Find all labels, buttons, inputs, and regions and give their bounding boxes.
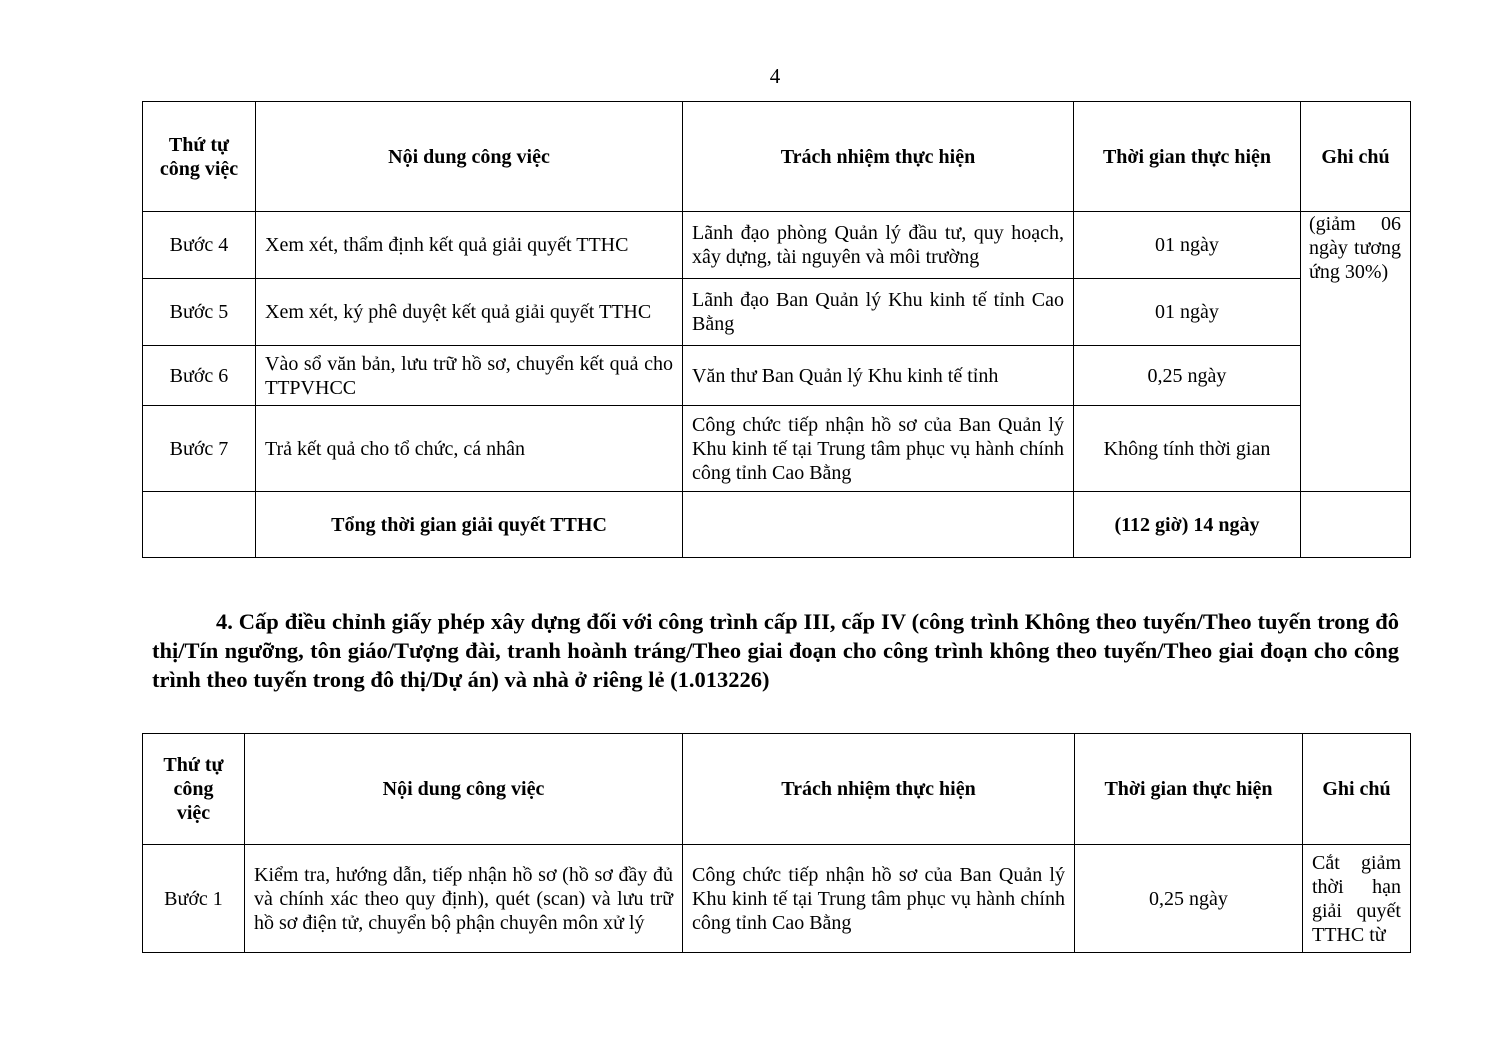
total-time: (112 giờ) 14 ngày bbox=[1074, 492, 1301, 558]
header-note: Ghi chú bbox=[1303, 734, 1411, 845]
table-header-row bbox=[143, 734, 1411, 845]
step-cell: Bước 7 bbox=[143, 406, 256, 492]
table-header-row bbox=[143, 102, 1411, 212]
header-responsibility: Trách nhiệm thực hiện bbox=[683, 102, 1074, 212]
header-content: Nội dung công việc bbox=[256, 102, 683, 212]
total-label: Tổng thời gian giải quyết TTHC bbox=[256, 492, 683, 558]
time-cell: 01 ngày bbox=[1074, 279, 1301, 346]
content-cell: Kiểm tra, hướng dẫn, tiếp nhận hồ sơ (hồ sơ đầy đủ và chính xác theo quy định), quét (scan) và lưu trữ hồ sơ điện tử, chuyển bộ phận chuyên môn xử lý bbox=[245, 845, 683, 953]
empty-cell bbox=[1301, 492, 1411, 558]
note-cell: Cắt giảm thời hạn giải quyết TTHC từ bbox=[1303, 845, 1411, 953]
time-cell: 01 ngày bbox=[1074, 212, 1301, 279]
note-cell bbox=[1301, 212, 1411, 492]
procedure-table-1 bbox=[142, 101, 1411, 558]
table-row bbox=[143, 212, 1411, 279]
step-cell: Bước 1 bbox=[143, 845, 245, 953]
content-cell: Xem xét, thẩm định kết quả giải quyết TTHC bbox=[256, 212, 683, 279]
total-row bbox=[143, 492, 1411, 558]
responsibility-cell: Công chức tiếp nhận hồ sơ của Ban Quản lý Khu kinh tế tại Trung tâm phục vụ hành chính công tỉnh Cao Bằng bbox=[683, 406, 1074, 492]
step-cell: Bước 5 bbox=[143, 279, 256, 346]
responsibility-cell: Công chức tiếp nhận hồ sơ của Ban Quản lý Khu kinh tế tại Trung tâm phục vụ hành chính công tỉnh Cao Bằng bbox=[683, 845, 1075, 953]
content-cell: Vào sổ văn bản, lưu trữ hồ sơ, chuyển kết quả cho TTPVHCC bbox=[256, 346, 683, 406]
procedure-table-2 bbox=[142, 733, 1411, 953]
table-row bbox=[143, 406, 1411, 492]
header-responsibility: Trách nhiệm thực hiện bbox=[683, 734, 1075, 845]
table-row bbox=[143, 279, 1411, 346]
header-note: Ghi chú bbox=[1301, 102, 1411, 212]
responsibility-cell: Lãnh đạo phòng Quản lý đầu tư, quy hoạch, xây dựng, tài nguyên và môi trường bbox=[683, 212, 1074, 279]
header-time: Thời gian thực hiện bbox=[1075, 734, 1303, 845]
time-cell: 0,25 ngày bbox=[1075, 845, 1303, 953]
empty-cell bbox=[143, 492, 256, 558]
empty-cell bbox=[683, 492, 1074, 558]
note-text: (giảm 06 ngày tương ứng 30%) bbox=[1309, 213, 1401, 283]
time-cell: 0,25 ngày bbox=[1074, 346, 1301, 406]
responsibility-cell: Văn thư Ban Quản lý Khu kinh tế tỉnh bbox=[683, 346, 1074, 406]
table-row bbox=[143, 346, 1411, 406]
step-cell: Bước 4 bbox=[143, 212, 256, 279]
header-content: Nội dung công việc bbox=[245, 734, 683, 845]
header-time: Thời gian thực hiện bbox=[1074, 102, 1301, 212]
page-number: 4 bbox=[769, 64, 781, 88]
time-cell: Không tính thời gian bbox=[1074, 406, 1301, 492]
content-cell: Trả kết quả cho tổ chức, cá nhân bbox=[256, 406, 683, 492]
responsibility-cell: Lãnh đạo Ban Quản lý Khu kinh tế tỉnh Cao Bằng bbox=[683, 279, 1074, 346]
header-step: Thứ tự công việc bbox=[143, 102, 256, 212]
section-heading: 4. Cấp điều chỉnh giấy phép xây dựng đối với công trình cấp III, cấp IV (công trình Không theo tuyến/Theo tuyến trong đô thị/Tín ngưỡng, tôn giáo/Tượng đài, tranh hoành tráng/Theo giai đoạn cho công trình không theo tuyến/Theo giai đoạn cho công trình theo tuyến trong đô thị/Dự án) và nhà ở riêng lẻ (1.013226) bbox=[152, 609, 1399, 692]
content-cell: Xem xét, ký phê duyệt kết quả giải quyết TTHC bbox=[256, 279, 683, 346]
header-step: Thứ tự công việc bbox=[143, 734, 245, 845]
table-row bbox=[143, 845, 1411, 953]
step-cell: Bước 6 bbox=[143, 346, 256, 406]
